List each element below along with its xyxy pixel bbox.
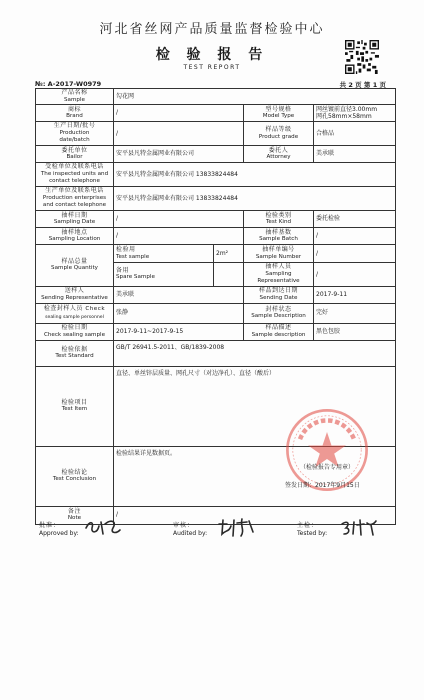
label-test-sample: 检验用 Test sample bbox=[114, 245, 214, 263]
approver-signature-icon bbox=[83, 516, 123, 538]
tester-signature-icon bbox=[340, 516, 380, 538]
value-production-date: / bbox=[114, 122, 244, 146]
table-row bbox=[36, 146, 396, 163]
value-product-grade: 合格品 bbox=[314, 122, 396, 146]
label-model: 型号规格 Model Type bbox=[244, 105, 314, 122]
value-seal-state: 完好 bbox=[314, 303, 396, 323]
stamp-label: （检验报告专用章） bbox=[300, 464, 355, 471]
label-product-grade: 样品等级 Product grade bbox=[244, 122, 314, 146]
label-attorney: 委托人 Attorney bbox=[244, 146, 314, 163]
conclusion-text: 检验结果详见数据页。 bbox=[116, 449, 177, 457]
value-sample-batch: / bbox=[314, 228, 396, 245]
label-production-enterprise: 生产单位及联系电话 Production enterprises and contact telephone bbox=[36, 187, 114, 211]
report-number: №: A-2017-W0979 bbox=[35, 80, 102, 88]
label-sample-batch: 抽样基数 Sample Batch bbox=[244, 228, 314, 245]
table-row bbox=[36, 286, 396, 303]
value-sampling-location: / bbox=[114, 228, 244, 245]
table-row bbox=[36, 89, 396, 105]
label-sampling-date: 抽样日期 Sampling Date bbox=[36, 211, 114, 228]
value-test-standard: GB/T 26941.5-2011、GB/1839-2008 bbox=[114, 340, 396, 366]
label-test-conclusion: 检验结论 Test Conclusion bbox=[36, 446, 114, 506]
label-inspected-unit: 受检单位及联系电话 The inspected units and contact telephone bbox=[36, 163, 114, 187]
audited-by: 审核： Audited by: bbox=[173, 522, 208, 537]
issue-date: 签发日期：2017年9月15日 bbox=[285, 482, 360, 489]
table-row bbox=[36, 211, 396, 228]
org-title: 河北省丝网产品质量监督检验中心 bbox=[99, 22, 325, 37]
signature-row bbox=[35, 520, 395, 542]
label-sending-date: 样品到达日期 Sending Date bbox=[244, 286, 314, 303]
table-row bbox=[36, 340, 396, 366]
label-note: 备注 Note bbox=[36, 506, 114, 524]
value-bailor: 安平县凡特金属网业有限公司 bbox=[114, 146, 244, 163]
value-sample-description: 黑色包胶 bbox=[314, 323, 396, 340]
label-sample-quantity: 样品总量 Sample Quantity bbox=[36, 245, 114, 287]
value-spare-sample bbox=[214, 263, 244, 287]
label-sampling-location: 抽样地点 Sampling Location bbox=[36, 228, 114, 245]
table-row bbox=[36, 303, 396, 323]
label-production-date: 生产日期/批号 Production date/batch bbox=[36, 122, 114, 146]
value-brand: / bbox=[114, 105, 244, 122]
value-test-item: 直径、单丝锌层质量、网孔尺寸（对边净孔）、直径（酸后） bbox=[114, 366, 396, 446]
value-check-date: 2017-9-11~2017-9-15 bbox=[114, 323, 244, 340]
label-sample-number: 抽样单编号 Sample Number bbox=[244, 245, 314, 263]
label-bailor: 委托单位 Bailor bbox=[36, 146, 114, 163]
label-sample-description: 样品描述 Sample description bbox=[244, 323, 314, 340]
table-row bbox=[36, 228, 396, 245]
table-row bbox=[36, 105, 396, 122]
value-sample: 勾花网 bbox=[114, 89, 396, 105]
label-seal-state: 封样状态 Sample Description bbox=[244, 303, 314, 323]
label-check-sealing-person: 检查封样人员 Check sealing sample personnel bbox=[36, 303, 114, 323]
label-test-item: 检验项目 Test Item bbox=[36, 366, 114, 446]
value-inspected-unit: 安平县凡特金属网业有限公司 13833824484 bbox=[114, 163, 396, 187]
table-row bbox=[36, 323, 396, 340]
qr-code-icon bbox=[345, 40, 379, 74]
value-production-enterprise: 安平县凡特金属网业有限公司 13833824484 bbox=[114, 187, 396, 211]
label-sending-representative: 送样人 Sending Representative bbox=[36, 286, 114, 303]
value-sample-number: / bbox=[314, 245, 396, 263]
label-sample: 产品名称 Sample bbox=[36, 89, 114, 105]
tested-by: 主检： Tested by: bbox=[297, 522, 328, 537]
table-row bbox=[36, 245, 396, 263]
value-sampling-date: / bbox=[114, 211, 244, 228]
table-row bbox=[36, 163, 396, 187]
value-attorney: 美承联 bbox=[314, 146, 396, 163]
label-brand: 商标 Brand bbox=[36, 105, 114, 122]
report-title: 检 验 报 告 bbox=[155, 47, 269, 63]
value-check-sealing-person: 张静 bbox=[114, 303, 244, 323]
approved-by: 批准： Approved by: bbox=[39, 522, 79, 537]
report-subtitle: TEST REPORT bbox=[183, 64, 241, 71]
label-sampling-representative: 抽样人员 Sampling Representative bbox=[244, 263, 314, 287]
page-indicator: 共 2 页 第 1 页 bbox=[339, 81, 386, 89]
value-test-sample: 2m² bbox=[214, 245, 244, 263]
value-sampling-representative: / bbox=[314, 263, 396, 287]
auditor-signature-icon bbox=[217, 516, 257, 538]
label-test-kind: 检验类别 Test Kind bbox=[244, 211, 314, 228]
value-sending-representative: 美承联 bbox=[114, 286, 244, 303]
table-row bbox=[36, 187, 396, 211]
value-test-kind: 委托检验 bbox=[314, 211, 396, 228]
table-row bbox=[36, 122, 396, 146]
value-model: 网丝镀前直径3.00mm 网孔58mm×58mm bbox=[314, 105, 396, 122]
label-check-date: 检验日期 Check sealing sample bbox=[36, 323, 114, 340]
label-spare-sample: 备用 Spare Sample bbox=[114, 263, 214, 287]
value-note: / bbox=[114, 506, 396, 524]
value-sending-date: 2017-9-11 bbox=[314, 286, 396, 303]
label-test-standard: 检验依据 Test Standard bbox=[36, 340, 114, 366]
